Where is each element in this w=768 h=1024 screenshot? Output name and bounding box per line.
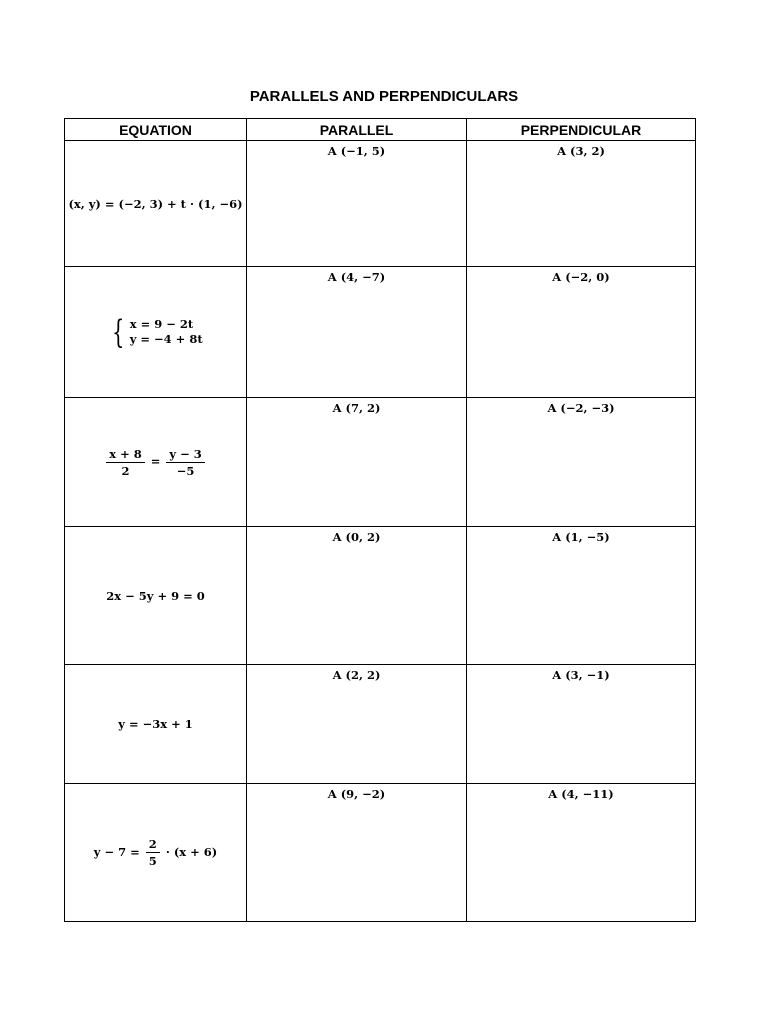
fraction-left: [106, 447, 145, 478]
perpendicular-cell: [467, 784, 696, 922]
equation-cell: [65, 784, 247, 922]
perpendicular-cell: [467, 527, 696, 665]
equation-text: y = −3x + 1: [118, 717, 193, 731]
equation-system: [108, 312, 203, 351]
worksheet-table: [64, 118, 696, 922]
fraction-right: [166, 447, 204, 478]
table-row: [65, 141, 696, 267]
table-row: [65, 398, 696, 527]
perpendicular-point: A (3, −1): [552, 668, 610, 682]
equation-fraction-expression: [104, 446, 207, 478]
parallel-point: A (2, 2): [332, 668, 381, 682]
parallel-point: A (−1, 5): [327, 144, 386, 158]
perpendicular-point: A (−2, 0): [552, 270, 610, 284]
equation-cell: [65, 267, 247, 398]
equation-text: 2x − 5y + 9 = 0: [106, 588, 205, 603]
header-equation: EQUATION: [65, 119, 247, 141]
header-parallel: PARALLEL: [247, 119, 467, 141]
equals-sign: =: [150, 454, 161, 468]
numerator: y − 3: [166, 447, 204, 463]
equation-fraction-expression: [93, 837, 218, 868]
perpendicular-point: A (1, −5): [552, 530, 610, 544]
table-row: [65, 784, 696, 922]
equation-suffix: · (x + 6): [165, 844, 218, 859]
table-row: [65, 527, 696, 665]
parallel-cell: [247, 267, 467, 398]
perpendicular-point: A (4, −11): [548, 787, 614, 801]
parallel-cell: [247, 527, 467, 665]
parallel-cell: [247, 665, 467, 784]
header-row: [65, 119, 696, 141]
header-perpendicular: PERPENDICULAR: [467, 119, 696, 141]
perpendicular-cell: [467, 665, 696, 784]
perpendicular-point: A (3, 2): [557, 144, 605, 158]
perpendicular-point: A (−2, −3): [547, 401, 615, 415]
denominator: −5: [176, 463, 195, 478]
numerator: 2: [146, 837, 160, 853]
equation-cell: [65, 398, 247, 527]
equation-line: y = −4 + 8t: [129, 331, 203, 346]
equation-cell: [65, 665, 247, 784]
parallel-cell: [247, 784, 467, 922]
denominator: 2: [121, 463, 130, 478]
table-row: [65, 665, 696, 784]
equation-line: x = 9 − 2t: [129, 316, 194, 331]
page-title: PARALLELS AND PERPENDICULARS: [249, 88, 519, 105]
brace-symbol: {: [112, 312, 125, 351]
perpendicular-cell: [467, 398, 696, 527]
denominator: 5: [148, 854, 157, 868]
parallel-cell: [247, 398, 467, 527]
perpendicular-cell: [467, 267, 696, 398]
parallel-point: A (7, 2): [332, 401, 381, 415]
perpendicular-cell: [467, 141, 696, 267]
fraction: [146, 837, 160, 868]
parallel-cell: [247, 141, 467, 267]
equation-cell: [65, 141, 247, 267]
parallel-point: A (0, 2): [332, 530, 381, 544]
parallel-point: A (9, −2): [327, 787, 386, 801]
equation-text: (x, y) = (−2, 3) + t · (1, −6): [68, 196, 243, 211]
parallel-point: A (4, −7): [327, 270, 386, 284]
equation-prefix: y − 7 =: [93, 844, 140, 859]
equation-cell: [65, 527, 247, 665]
table-row: [65, 267, 696, 398]
numerator: x + 8: [106, 447, 145, 463]
